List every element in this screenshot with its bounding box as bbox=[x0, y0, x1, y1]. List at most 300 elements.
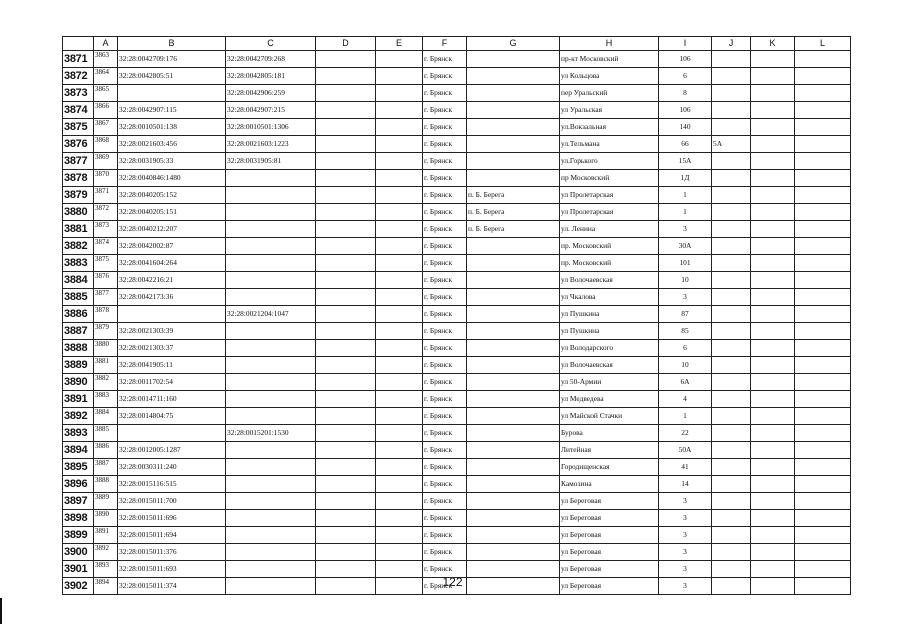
col-b-cell: 32:28:0014804:75 bbox=[118, 408, 226, 425]
col-g-cell: п. Б. Берега bbox=[467, 187, 560, 204]
page-number: 122 bbox=[442, 575, 463, 589]
col-c-cell bbox=[226, 459, 316, 476]
col-l-cell bbox=[795, 68, 851, 85]
col-h-cell: Литейная bbox=[560, 442, 659, 459]
col-l-cell bbox=[795, 289, 851, 306]
col-a-cell: 3883 bbox=[94, 391, 118, 408]
col-j-cell bbox=[712, 85, 751, 102]
table-row bbox=[63, 153, 851, 170]
col-a-cell: 3893 bbox=[94, 561, 118, 578]
col-c-cell bbox=[226, 408, 316, 425]
col-g-cell bbox=[467, 153, 560, 170]
table-row bbox=[63, 442, 851, 459]
col-d-cell bbox=[316, 510, 376, 527]
col-f-cell: г. Брянск bbox=[423, 85, 467, 102]
col-e-cell bbox=[376, 476, 423, 493]
row-number-cell: 3891 bbox=[63, 391, 94, 408]
table-row bbox=[63, 289, 851, 306]
col-b-cell: 32:28:0015011:700 bbox=[118, 493, 226, 510]
col-a-cell: 3866 bbox=[94, 102, 118, 119]
col-f-cell: г. Брянск bbox=[423, 374, 467, 391]
col-f-cell: г. Брянск bbox=[423, 170, 467, 187]
col-f-cell: г. Брянск bbox=[423, 204, 467, 221]
col-g-cell bbox=[467, 374, 560, 391]
col-i-cell: 66 bbox=[659, 136, 712, 153]
col-l-cell bbox=[795, 323, 851, 340]
row-number-cell: 3885 bbox=[63, 289, 94, 306]
col-j-cell bbox=[712, 459, 751, 476]
col-a-cell: 3873 bbox=[94, 221, 118, 238]
col-a-cell: 3892 bbox=[94, 544, 118, 561]
col-i-cell: 3 bbox=[659, 493, 712, 510]
col-d-cell bbox=[316, 170, 376, 187]
col-b-cell: 32:28:0012005:1287 bbox=[118, 442, 226, 459]
column-header-g: G bbox=[467, 37, 560, 51]
row-number-cell: 3898 bbox=[63, 510, 94, 527]
col-f-cell: г. Брянск bbox=[423, 136, 467, 153]
col-a-cell: 3869 bbox=[94, 153, 118, 170]
col-b-cell: 32:28:0031905:33 bbox=[118, 153, 226, 170]
col-k-cell bbox=[751, 136, 795, 153]
col-b-cell: 32:28:0042709:176 bbox=[118, 51, 226, 68]
col-i-cell: 3 bbox=[659, 289, 712, 306]
column-header-d: D bbox=[316, 37, 376, 51]
col-f-cell: г. Брянск bbox=[423, 425, 467, 442]
col-d-cell bbox=[316, 408, 376, 425]
col-j-cell bbox=[712, 527, 751, 544]
col-e-cell bbox=[376, 374, 423, 391]
col-b-cell: 32:28:0040212:207 bbox=[118, 221, 226, 238]
col-h-cell: ул Береговая bbox=[560, 544, 659, 561]
col-e-cell bbox=[376, 306, 423, 323]
col-f-cell: г. Брянск bbox=[423, 119, 467, 136]
col-b-cell: 32:28:0014711:160 bbox=[118, 391, 226, 408]
col-e-cell bbox=[376, 323, 423, 340]
table-row bbox=[63, 391, 851, 408]
col-a-cell: 3886 bbox=[94, 442, 118, 459]
col-e-cell bbox=[376, 391, 423, 408]
col-h-cell: ул Пушкина bbox=[560, 323, 659, 340]
col-c-cell bbox=[226, 374, 316, 391]
col-a-cell: 3867 bbox=[94, 119, 118, 136]
col-e-cell bbox=[376, 527, 423, 544]
col-a-cell: 3881 bbox=[94, 357, 118, 374]
row-number-cell: 3884 bbox=[63, 272, 94, 289]
col-d-cell bbox=[316, 221, 376, 238]
col-f-cell: г. Брянск bbox=[423, 221, 467, 238]
col-l-cell bbox=[795, 170, 851, 187]
col-a-cell: 3885 bbox=[94, 425, 118, 442]
column-header-e: E bbox=[376, 37, 423, 51]
col-b-cell: 32:28:0040205:152 bbox=[118, 187, 226, 204]
col-j-cell bbox=[712, 391, 751, 408]
column-header-j: J bbox=[712, 37, 751, 51]
col-d-cell bbox=[316, 459, 376, 476]
col-j-cell bbox=[712, 119, 751, 136]
row-number-cell: 3872 bbox=[63, 68, 94, 85]
col-a-cell: 3891 bbox=[94, 527, 118, 544]
col-h-cell: ул Пролетарская bbox=[560, 187, 659, 204]
col-a-cell: 3871 bbox=[94, 187, 118, 204]
col-b-cell: 32:28:0021603:456 bbox=[118, 136, 226, 153]
col-a-cell: 3863 bbox=[94, 51, 118, 68]
table-row bbox=[63, 476, 851, 493]
col-h-cell: ул Кольцова bbox=[560, 68, 659, 85]
col-h-cell: ул Береговая bbox=[560, 527, 659, 544]
col-k-cell bbox=[751, 391, 795, 408]
col-i-cell: 3 bbox=[659, 510, 712, 527]
col-g-cell bbox=[467, 323, 560, 340]
col-d-cell bbox=[316, 119, 376, 136]
col-i-cell: 6 bbox=[659, 340, 712, 357]
col-k-cell bbox=[751, 272, 795, 289]
col-c-cell bbox=[226, 544, 316, 561]
row-number-cell: 3871 bbox=[63, 51, 94, 68]
col-d-cell bbox=[316, 238, 376, 255]
col-c-cell bbox=[226, 323, 316, 340]
col-a-cell: 3887 bbox=[94, 459, 118, 476]
col-b-cell: 32:28:0015011:376 bbox=[118, 544, 226, 561]
col-f-cell: г. Брянск bbox=[423, 510, 467, 527]
row-number-cell: 3890 bbox=[63, 374, 94, 391]
col-f-cell: г. Брянск bbox=[423, 289, 467, 306]
col-g-cell bbox=[467, 68, 560, 85]
col-d-cell bbox=[316, 544, 376, 561]
col-a-cell: 3870 bbox=[94, 170, 118, 187]
col-e-cell bbox=[376, 119, 423, 136]
col-g-cell bbox=[467, 306, 560, 323]
col-f-cell: г. Брянск bbox=[423, 323, 467, 340]
col-h-cell: ул Майской Стачки bbox=[560, 408, 659, 425]
col-g-cell bbox=[467, 136, 560, 153]
col-d-cell bbox=[316, 374, 376, 391]
col-l-cell bbox=[795, 153, 851, 170]
col-l-cell bbox=[795, 510, 851, 527]
col-c-cell: 32:28:0021204:1047 bbox=[226, 306, 316, 323]
col-h-cell: ул Медведева bbox=[560, 391, 659, 408]
table-row bbox=[63, 306, 851, 323]
row-number-cell: 3901 bbox=[63, 561, 94, 578]
col-j-cell bbox=[712, 476, 751, 493]
col-g-cell bbox=[467, 255, 560, 272]
col-c-cell bbox=[226, 238, 316, 255]
col-i-cell: 6А bbox=[659, 374, 712, 391]
row-number-cell: 3902 bbox=[63, 578, 94, 595]
col-h-cell: ул Чкалова bbox=[560, 289, 659, 306]
col-c-cell bbox=[226, 493, 316, 510]
col-f-cell: г. Брянск bbox=[423, 527, 467, 544]
col-e-cell bbox=[376, 68, 423, 85]
col-l-cell bbox=[795, 85, 851, 102]
col-g-cell bbox=[467, 391, 560, 408]
row-number-cell: 3882 bbox=[63, 238, 94, 255]
col-c-cell bbox=[226, 204, 316, 221]
col-b-cell: 32:28:0041604:264 bbox=[118, 255, 226, 272]
col-i-cell: 4 bbox=[659, 391, 712, 408]
col-e-cell bbox=[376, 221, 423, 238]
table-row bbox=[63, 85, 851, 102]
row-number-cell: 3888 bbox=[63, 340, 94, 357]
column-header-i: I bbox=[659, 37, 712, 51]
col-a-cell: 3879 bbox=[94, 323, 118, 340]
table-row bbox=[63, 425, 851, 442]
col-e-cell bbox=[376, 170, 423, 187]
col-c-cell bbox=[226, 527, 316, 544]
col-i-cell: 87 bbox=[659, 306, 712, 323]
col-c-cell bbox=[226, 170, 316, 187]
corner-header bbox=[63, 37, 94, 51]
col-h-cell: ул Володарского bbox=[560, 340, 659, 357]
row-number-cell: 3896 bbox=[63, 476, 94, 493]
col-a-cell: 3882 bbox=[94, 374, 118, 391]
col-b-cell: 32:28:0041905:11 bbox=[118, 357, 226, 374]
row-number-cell: 3893 bbox=[63, 425, 94, 442]
col-e-cell bbox=[376, 510, 423, 527]
col-k-cell bbox=[751, 68, 795, 85]
col-j-cell bbox=[712, 272, 751, 289]
col-l-cell bbox=[795, 187, 851, 204]
col-e-cell bbox=[376, 442, 423, 459]
column-header-l: L bbox=[795, 37, 851, 51]
col-a-cell: 3864 bbox=[94, 68, 118, 85]
col-g-cell bbox=[467, 442, 560, 459]
col-g-cell bbox=[467, 170, 560, 187]
col-a-cell: 3874 bbox=[94, 238, 118, 255]
col-i-cell: 14 bbox=[659, 476, 712, 493]
col-j-cell bbox=[712, 51, 751, 68]
col-l-cell bbox=[795, 493, 851, 510]
col-c-cell bbox=[226, 221, 316, 238]
col-a-cell: 3872 bbox=[94, 204, 118, 221]
col-b-cell: 32:28:0015011:693 bbox=[118, 561, 226, 578]
col-d-cell bbox=[316, 272, 376, 289]
col-f-cell: г. Брянск bbox=[423, 340, 467, 357]
col-j-cell bbox=[712, 187, 751, 204]
col-a-cell: 3868 bbox=[94, 136, 118, 153]
col-i-cell: 1 bbox=[659, 204, 712, 221]
row-number-cell: 3883 bbox=[63, 255, 94, 272]
col-b-cell bbox=[118, 85, 226, 102]
col-l-cell bbox=[795, 527, 851, 544]
col-d-cell bbox=[316, 527, 376, 544]
col-l-cell bbox=[795, 221, 851, 238]
row-number-cell: 3876 bbox=[63, 136, 94, 153]
col-h-cell: ул Волочаевская bbox=[560, 272, 659, 289]
col-j-cell bbox=[712, 425, 751, 442]
col-e-cell bbox=[376, 272, 423, 289]
col-l-cell bbox=[795, 476, 851, 493]
col-j-cell bbox=[712, 408, 751, 425]
col-g-cell bbox=[467, 289, 560, 306]
col-l-cell bbox=[795, 255, 851, 272]
col-h-cell: ул.Вокзальная bbox=[560, 119, 659, 136]
col-f-cell: г. Брянск bbox=[423, 561, 467, 578]
col-g-cell bbox=[467, 510, 560, 527]
col-j-cell bbox=[712, 374, 751, 391]
col-l-cell bbox=[795, 119, 851, 136]
col-d-cell bbox=[316, 85, 376, 102]
col-d-cell bbox=[316, 425, 376, 442]
col-l-cell bbox=[795, 51, 851, 68]
col-h-cell: ул. Ленина bbox=[560, 221, 659, 238]
col-e-cell bbox=[376, 493, 423, 510]
row-number-cell: 3879 bbox=[63, 187, 94, 204]
col-d-cell bbox=[316, 68, 376, 85]
col-l-cell bbox=[795, 425, 851, 442]
col-h-cell: ул Пушкина bbox=[560, 306, 659, 323]
col-b-cell: 32:28:0040205:151 bbox=[118, 204, 226, 221]
col-h-cell: пр. Московский bbox=[560, 238, 659, 255]
col-d-cell bbox=[316, 102, 376, 119]
col-a-cell: 3877 bbox=[94, 289, 118, 306]
col-d-cell bbox=[316, 493, 376, 510]
col-a-cell: 3876 bbox=[94, 272, 118, 289]
col-i-cell: 3 bbox=[659, 544, 712, 561]
table-row bbox=[63, 136, 851, 153]
col-k-cell bbox=[751, 255, 795, 272]
row-number-cell: 3892 bbox=[63, 408, 94, 425]
col-c-cell bbox=[226, 255, 316, 272]
col-j-cell bbox=[712, 323, 751, 340]
col-l-cell bbox=[795, 391, 851, 408]
col-h-cell: Камозина bbox=[560, 476, 659, 493]
col-l-cell bbox=[795, 204, 851, 221]
col-g-cell bbox=[467, 527, 560, 544]
col-f-cell: г. Брянск bbox=[423, 68, 467, 85]
col-c-cell: 32:28:0042709:268 bbox=[226, 51, 316, 68]
col-i-cell: 1Д bbox=[659, 170, 712, 187]
column-header-f: F bbox=[423, 37, 467, 51]
col-k-cell bbox=[751, 510, 795, 527]
col-a-cell: 3888 bbox=[94, 476, 118, 493]
col-h-cell: ул Уральская bbox=[560, 102, 659, 119]
col-i-cell: 22 bbox=[659, 425, 712, 442]
col-k-cell bbox=[751, 306, 795, 323]
col-e-cell bbox=[376, 408, 423, 425]
col-e-cell bbox=[376, 204, 423, 221]
col-h-cell: пр-кт Московский bbox=[560, 51, 659, 68]
col-h-cell: Городищенская bbox=[560, 459, 659, 476]
col-c-cell: 32:28:0042805:181 bbox=[226, 68, 316, 85]
row-number-cell: 3881 bbox=[63, 221, 94, 238]
col-e-cell bbox=[376, 340, 423, 357]
col-d-cell bbox=[316, 476, 376, 493]
col-l-cell bbox=[795, 544, 851, 561]
col-h-cell: ул Береговая bbox=[560, 510, 659, 527]
col-h-cell: ул.Горького bbox=[560, 153, 659, 170]
col-f-cell: г. Брянск bbox=[423, 459, 467, 476]
col-j-cell bbox=[712, 238, 751, 255]
col-h-cell: ул Волочаевская bbox=[560, 357, 659, 374]
col-a-cell: 3880 bbox=[94, 340, 118, 357]
table-row bbox=[63, 527, 851, 544]
col-i-cell: 3 bbox=[659, 221, 712, 238]
col-a-cell: 3889 bbox=[94, 493, 118, 510]
col-k-cell bbox=[751, 442, 795, 459]
col-e-cell bbox=[376, 357, 423, 374]
col-c-cell bbox=[226, 442, 316, 459]
col-i-cell: 41 bbox=[659, 459, 712, 476]
col-k-cell bbox=[751, 102, 795, 119]
col-f-cell: г. Брянск bbox=[423, 272, 467, 289]
col-g-cell bbox=[467, 85, 560, 102]
col-j-cell bbox=[712, 442, 751, 459]
col-d-cell bbox=[316, 340, 376, 357]
col-h-cell: пр. Московский bbox=[560, 255, 659, 272]
col-b-cell bbox=[118, 425, 226, 442]
col-b-cell: 32:28:0021303:39 bbox=[118, 323, 226, 340]
col-b-cell: 32:28:0021303:37 bbox=[118, 340, 226, 357]
col-b-cell: 32:28:0011702:54 bbox=[118, 374, 226, 391]
col-h-cell: ул Пролетарская bbox=[560, 204, 659, 221]
row-number-cell: 3889 bbox=[63, 357, 94, 374]
col-e-cell bbox=[376, 459, 423, 476]
table-row bbox=[63, 493, 851, 510]
col-k-cell bbox=[751, 289, 795, 306]
col-k-cell bbox=[751, 238, 795, 255]
col-j-cell bbox=[712, 340, 751, 357]
col-d-cell bbox=[316, 289, 376, 306]
col-f-cell: г. Брянск bbox=[423, 493, 467, 510]
row-number-cell: 3887 bbox=[63, 323, 94, 340]
col-g-cell bbox=[467, 425, 560, 442]
col-c-cell bbox=[226, 187, 316, 204]
col-g-cell bbox=[467, 340, 560, 357]
column-header-h: H bbox=[560, 37, 659, 51]
col-e-cell bbox=[376, 51, 423, 68]
col-e-cell bbox=[376, 85, 423, 102]
col-b-cell: 32:28:0040846:1480 bbox=[118, 170, 226, 187]
col-d-cell bbox=[316, 204, 376, 221]
col-k-cell bbox=[751, 357, 795, 374]
row-number-cell: 3900 bbox=[63, 544, 94, 561]
col-j-cell bbox=[712, 306, 751, 323]
col-i-cell: 1 bbox=[659, 187, 712, 204]
col-e-cell bbox=[376, 102, 423, 119]
col-a-cell: 3884 bbox=[94, 408, 118, 425]
col-k-cell bbox=[751, 544, 795, 561]
table-row bbox=[63, 204, 851, 221]
col-k-cell bbox=[751, 527, 795, 544]
col-e-cell bbox=[376, 255, 423, 272]
row-number-cell: 3880 bbox=[63, 204, 94, 221]
col-k-cell bbox=[751, 493, 795, 510]
col-k-cell bbox=[751, 170, 795, 187]
col-b-cell: 32:28:0042805:51 bbox=[118, 68, 226, 85]
col-c-cell: 32:28:0021603:1223 bbox=[226, 136, 316, 153]
col-d-cell bbox=[316, 442, 376, 459]
col-k-cell bbox=[751, 204, 795, 221]
col-f-cell: г. Брянск bbox=[423, 102, 467, 119]
col-k-cell bbox=[751, 51, 795, 68]
col-h-cell: ул Береговая bbox=[560, 493, 659, 510]
row-number-cell: 3875 bbox=[63, 119, 94, 136]
col-i-cell: 6 bbox=[659, 68, 712, 85]
col-i-cell: 10 bbox=[659, 357, 712, 374]
col-i-cell: 106 bbox=[659, 102, 712, 119]
col-g-cell bbox=[467, 119, 560, 136]
row-number-cell: 3873 bbox=[63, 85, 94, 102]
col-k-cell bbox=[751, 459, 795, 476]
col-l-cell bbox=[795, 340, 851, 357]
col-k-cell bbox=[751, 153, 795, 170]
col-a-cell: 3890 bbox=[94, 510, 118, 527]
col-f-cell: г. Брянск bbox=[423, 306, 467, 323]
col-i-cell: 85 bbox=[659, 323, 712, 340]
col-k-cell bbox=[751, 374, 795, 391]
col-l-cell bbox=[795, 238, 851, 255]
col-f-cell: г. Брянск bbox=[423, 153, 467, 170]
